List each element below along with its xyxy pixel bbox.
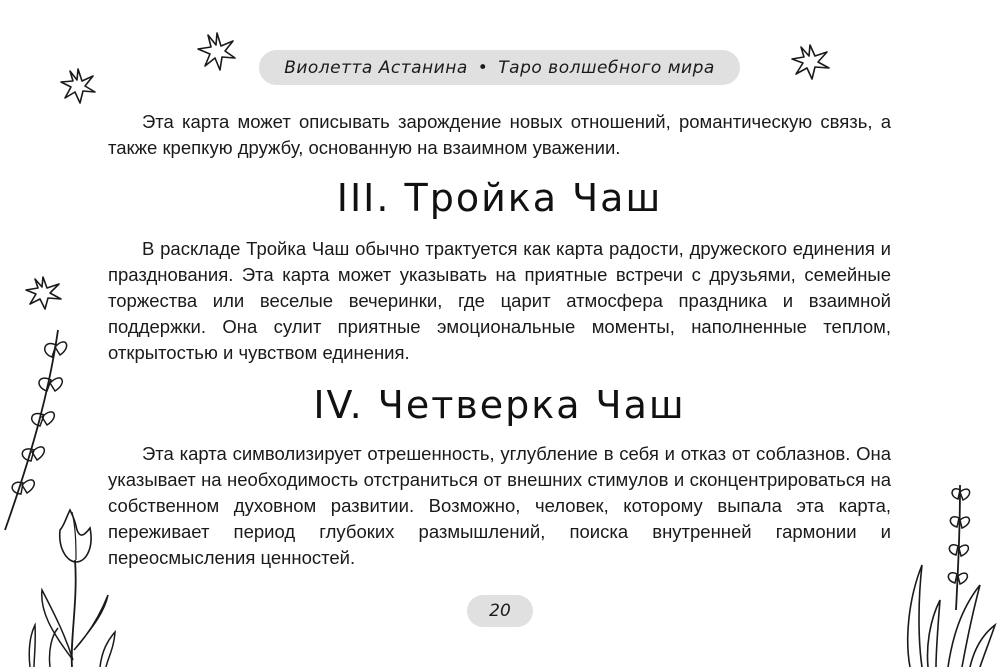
sparkle-star-icon xyxy=(195,30,239,74)
intro-paragraph: Эта карта может описывать зарождение новых отношений, романтическую связь, а также крепкую дружбу, основанную на взаимном уважении. xyxy=(108,111,891,158)
four-of-cups-paragraph: Эта карта символизирует отрешенность, углубление в себя и отказ от соблазнов. Она указывает на необходимость отстраниться от внешних стимулов и сконцентрироваться на собственном духовном развитии. Возможно, человек, которому выпала эта карта, переживает период глубоких размышлений, поиска внутренней гармонии и переосмысления ценностей. xyxy=(108,443,891,568)
page-number-badge xyxy=(467,595,533,627)
header-author: Виолетта Астанина xyxy=(284,57,468,78)
sparkle-star-icon xyxy=(788,42,832,82)
page-number: 20 xyxy=(489,601,511,621)
section-heading-four-of-cups: IV. Четверка Чаш xyxy=(313,383,686,427)
header-separator: • xyxy=(477,57,489,78)
tulip-flower-icon xyxy=(20,500,130,667)
running-header xyxy=(259,50,740,85)
sparkle-star-icon xyxy=(22,274,64,312)
three-of-cups-paragraph: В раскладе Тройка Чаш обычно трактуется как карта радости, дружеского единения и празднования. Эта карта может указывать на приятные встречи с друзьями, семейные торжества или веселые вечеринки, где царит атмосфера праздника и взаимной поддержки. Она сулит приятные эмоциональные моменты, наполненные теплом, открытостью и чувством единения. xyxy=(108,238,891,363)
header-book-title: Таро волшебного мира xyxy=(498,57,715,78)
sparkle-star-icon xyxy=(58,66,98,106)
grass-blades-icon xyxy=(900,560,1000,667)
section-heading-three-of-cups: III. Тройка Чаш xyxy=(336,176,663,220)
